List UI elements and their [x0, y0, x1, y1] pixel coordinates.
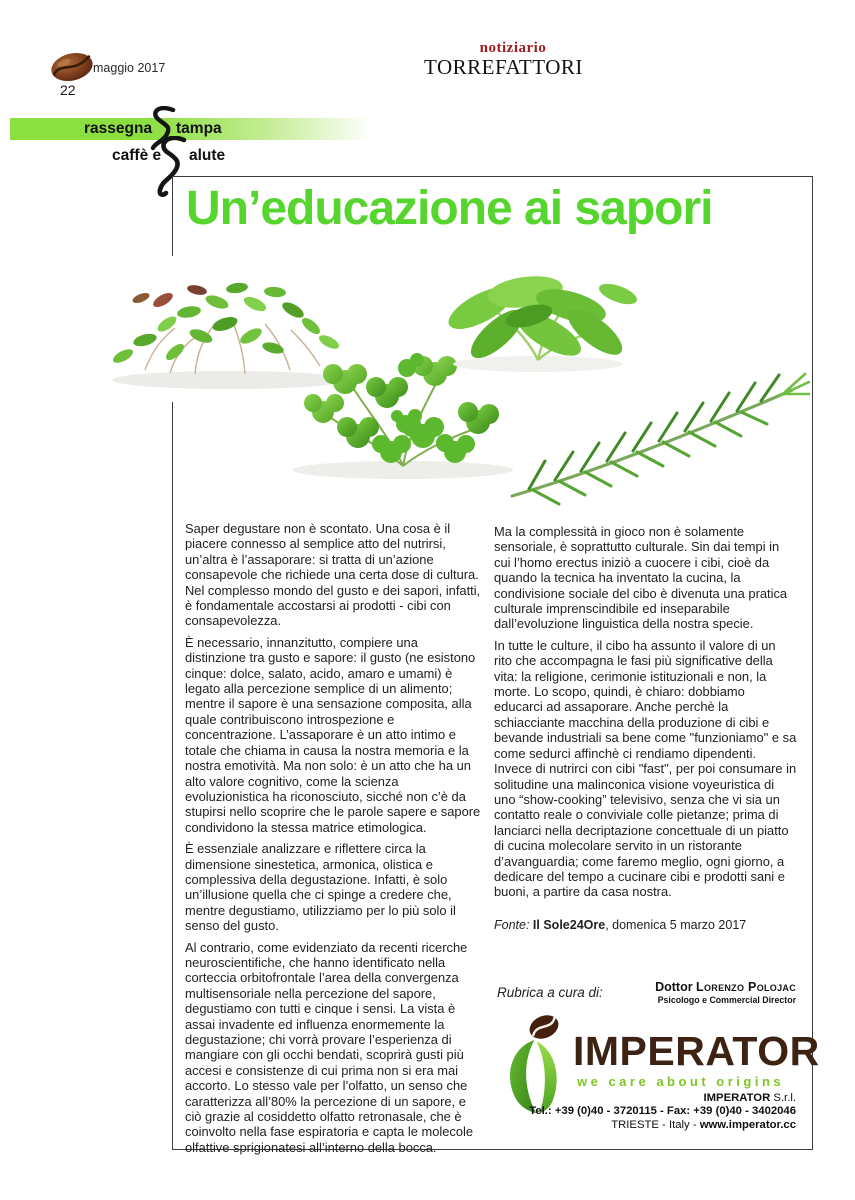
masthead-notiziario: notiziario — [479, 40, 547, 56]
article-title: Un’educazione ai sapori — [186, 182, 713, 235]
source-label: Fonte: — [494, 918, 530, 932]
paragraph: È necessario, innanzitutto, compiere una distinzione tra gusto e sapore: il gusto (ne esistono cinque: dolce, salato, acido, amaro e umami) è legato alla percezione semplice di un alimento; mentre il sapore è una sensazione composita, alla quale contribuiscono introspezione e concentrazione. L’assaporare è un atto intimo e totale che chiama in causa la nostra memoria e la nostra emotività. Ma non solo: è un atto che ha un alto valore cognitivo, come la scienza evoluzionistica ha riconosciuto, sicché non c’è da stupirsi nello scoprire che le parole sapere e sapore condividono la stessa matrice etimologica. — [185, 634, 481, 835]
contact-block — [500, 1092, 796, 1132]
company-name: IMPERATOR — [703, 1092, 771, 1104]
issue-date: maggio 2017 — [93, 61, 166, 75]
imperator-tagline: we care about origins — [577, 1074, 785, 1089]
rubrica-label: Rubrica a cura di: — [497, 985, 603, 1000]
website-url: www.imperator.cc — [699, 1118, 796, 1131]
paragraph: È essenziale analizzare e riflettere circa la dimensione sinestetica, armonica, olistica e complessiva della degustazione. Infatti, è solo un’illusione quella che ci spinge a credere che, mentre degustiamo, utilizziamo per lo più solo il senso del gusto. — [185, 841, 456, 934]
source-name: Il Sole24Ore — [532, 918, 606, 932]
paragraph: Ma la complessità in gioco non è solamente sensoriale, è soprattutto culturale. Sin dai tempi in cui l’homo erectus iniziò a cuocere i cibi, cioè da quando la tecnica ha inventato la cucina, la condivisione sociale del cibo è divenuta una pratica culturale imprenscindibile ed inseparabile dall’evoluzione linguistica della nostra specie. — [494, 524, 788, 632]
herbs-photo-band — [45, 256, 810, 520]
banner-word-alute: alute — [189, 147, 226, 164]
author-role: Psicologo e Commercial Director — [657, 995, 796, 1005]
coffee-bean-dot — [526, 1014, 562, 1043]
banner-word-rassegna: rassegna — [84, 120, 153, 137]
phone-fax-line: Tel.: +39 (0)40 - 3720115 - Fax: +39 (0)40 - 3402046 — [529, 1105, 796, 1118]
sage-leaves-photo — [443, 272, 640, 372]
company-line — [500, 1092, 796, 1105]
paragraph: Saper degustare non è scontato. Una cosa è il piacere connesso al semplice atto del nutrirsi, un’altra è l’assaporare: si tratta di un’azione consapevole che richiede una certa dose di cultura. Nel complesso mondo del gusto e dei sapori, infatti, è fondamentale accostarsi ai prodotti - cibi con consapevolezza. — [185, 521, 481, 629]
masthead — [424, 40, 583, 79]
source-date: , domenica 5 marzo 2017 — [605, 918, 747, 932]
page-number: 22 — [60, 82, 76, 98]
author-block — [560, 980, 796, 1005]
masthead-torrefattori: TORREFATTORI — [424, 55, 583, 79]
rosemary-sprig-photo — [512, 374, 810, 504]
article-right-column — [494, 524, 797, 906]
banner-word-tampa: tampa — [176, 120, 222, 137]
source-line — [494, 918, 797, 932]
author-name: Lorenzo Polojac — [696, 980, 796, 994]
paragraph: Al contrario, come evidenziato da recenti ricerche neuroscientifiche, che hanno identificato nella corteccia orbitofrontale l’area della convergenza multisensoriale nella percezione del sapore, degustiamo con tutti e cinque i sensi. La vista è assai invadente ed influenza enormemente la degustazione; chi vorrà provare l’esperienza di mangiare con gli occhi bendati, scoprirà gusti più accesi e consistenze di cui prima non si era mai accorto. Lo stesso vale per l’olfatto, un senso che caratterizza all’80% la percezione di un sapore, e ciò grazie al cosiddetto olfatto retronasale, che è coinvolto nella fase espiratoria e capta le molecole olfattive sprigionatesi all’interno della bocca. — [185, 939, 474, 1155]
banner-word-caffe-e: caffè e — [112, 147, 162, 164]
city-text: TRIESTE - Italy - — [611, 1118, 700, 1131]
city-line — [500, 1119, 796, 1132]
paragraph: In tutte le culture, il cibo ha assunto il valore di un rito che accompagna le fasi più significative della vita: la religione, cerimonie istituzionali e non, la morte. Lo scopo, quindi, è chiaro: dobbiamo educarci ad assaporare. Anche perchè la schiacciante macchina della produzione di cibi e bevande industriali sa bene come "funzioniamo" e sa come sedurci affinchè ci rendiamo dipendenti. Invece di nutrirci con cibi "fast", per poi consumare in solitudine una malinconica visione voyeuristica di uno “show-cooking” televisivo, senza che vi sia un contatto reale o conviviale colle pietanze; prima di lanciarci nella decriptazione concettuale di un piatto di cucina molecolare servito in un ristorante d’avanguardia; come faremo meglio, ogni giorno, a dedicare del tempo a cucinare cibi e prodotti sani e buoni, a partire da casa nostra. — [494, 637, 797, 900]
coffee-bean-icon — [47, 47, 97, 87]
company-type: S.r.l. — [770, 1092, 796, 1104]
author-prefix: Dottor — [655, 980, 697, 994]
article-left-column — [185, 521, 481, 1161]
author-name-line — [560, 980, 796, 994]
imperator-wordmark: IMPERATOR — [573, 1028, 820, 1074]
